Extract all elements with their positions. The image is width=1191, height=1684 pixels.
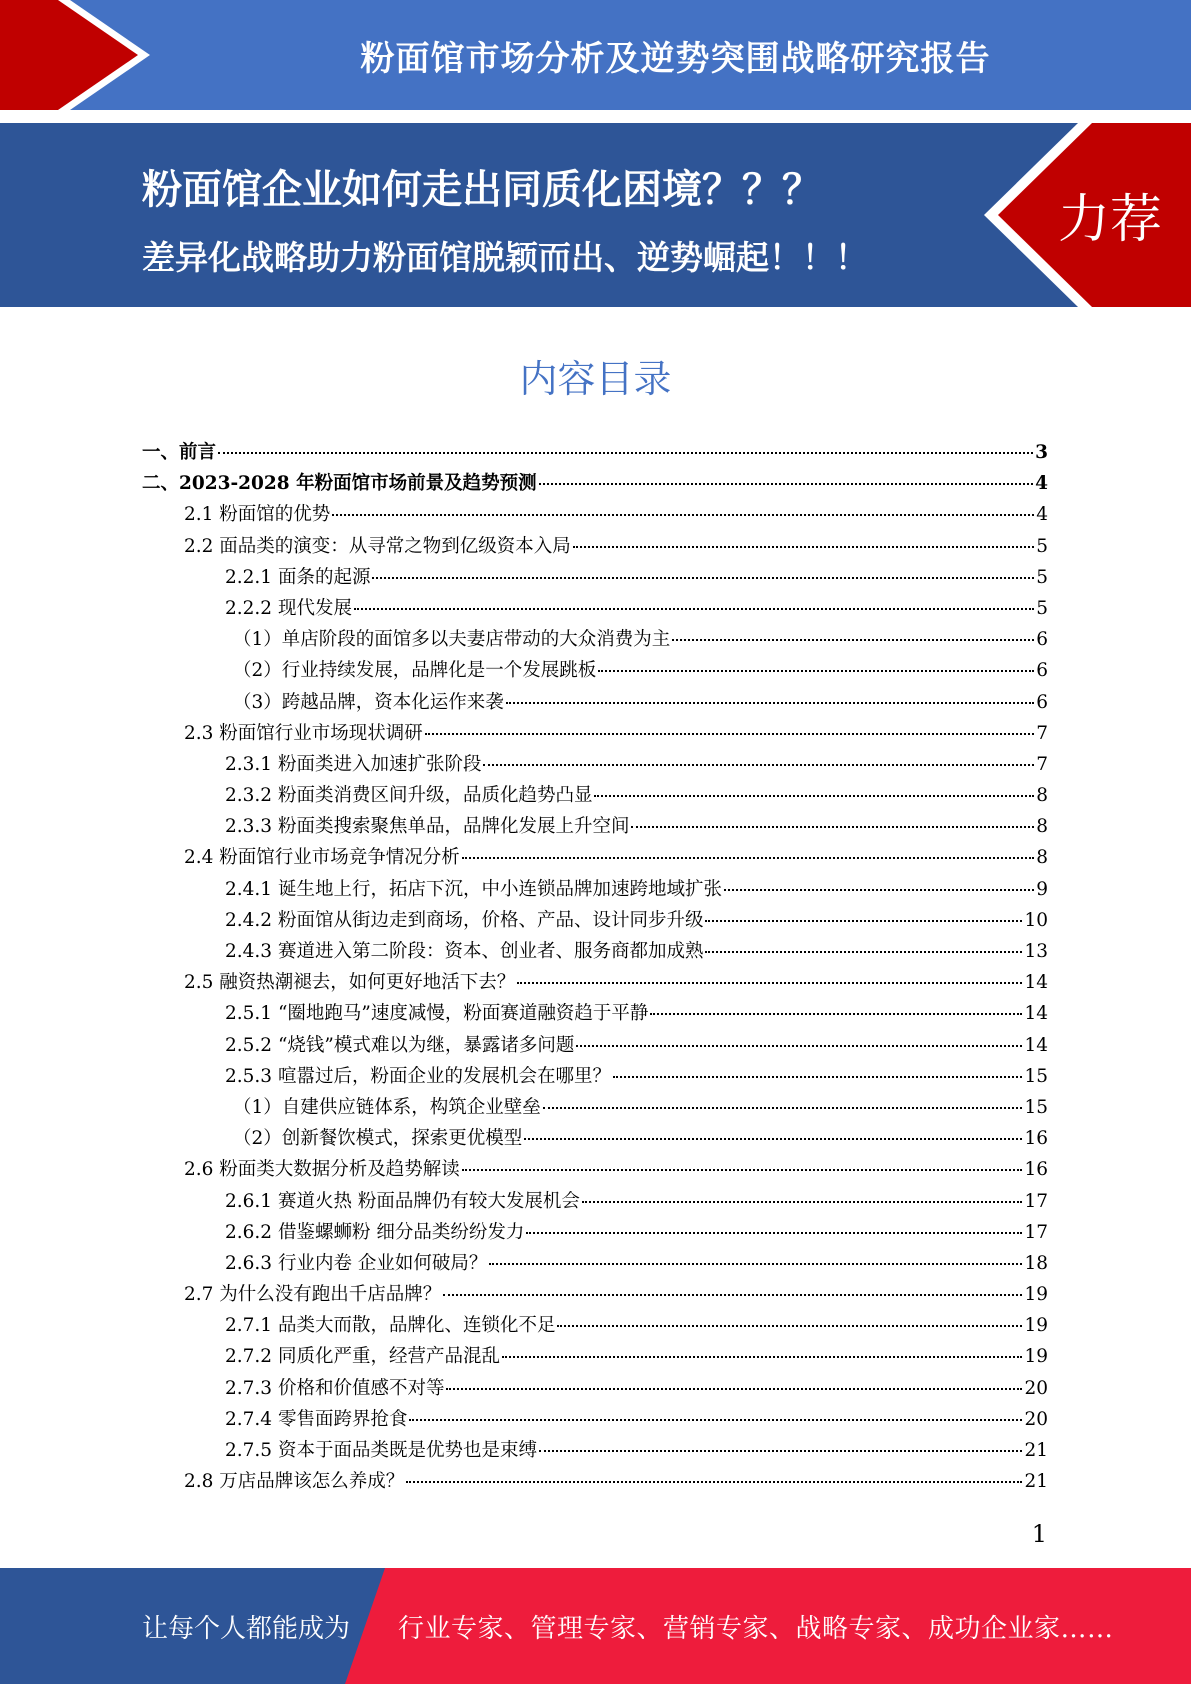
toc-entry[interactable] (142, 1436, 1048, 1467)
toc-leader-dots (483, 764, 1034, 766)
toc-leader-dots (524, 1138, 1022, 1140)
toc-leader-dots (332, 514, 1034, 516)
toc-entry-page: 5 (1036, 535, 1048, 557)
toc-leader-dots (650, 1013, 1022, 1015)
toc-entry-label: 2.6 粉面类大数据分析及趋势解读 (184, 1159, 460, 1181)
recommend-badge: 力荐 (1058, 190, 1163, 250)
toc-leader-dots (631, 826, 1034, 828)
toc-entry[interactable] (142, 1031, 1048, 1062)
toc-entry-label: 2.4.3 赛道进入第二阶段：资本、创业者、服务商都加成熟 (225, 941, 704, 962)
toc-entry-label: 2.6.3 行业内卷 企业如何破局？ (225, 1252, 488, 1274)
toc-entry[interactable] (142, 1342, 1048, 1373)
toc-entry[interactable] (142, 719, 1048, 750)
toc-entry-page: 18 (1024, 1252, 1048, 1274)
toc-entry-page: 5 (1036, 566, 1048, 588)
toc-leader-dots (672, 639, 1034, 641)
toc-entry-label: 2.7.1 品类大而散，品牌化、连锁化不足 (225, 1315, 556, 1337)
toc-entry-page: 15 (1024, 1096, 1048, 1118)
toc-leader-dots (705, 920, 1022, 922)
toc-leader-dots (489, 1263, 1022, 1265)
toc-leader-dots (425, 733, 1034, 735)
toc-entry-label: 2.4 粉面馆行业市场竞争情况分析 (184, 847, 460, 869)
toc-leader-dots (557, 1325, 1022, 1327)
headline-question: 粉面馆企业如何走出同质化困境？？？ (142, 167, 822, 213)
toc-leader-dots (573, 546, 1034, 548)
footer-banner (0, 1568, 1191, 1684)
toc-entry-label: 2.8 万店品牌该怎么养成？ (184, 1471, 405, 1493)
toc-leader-dots (517, 982, 1022, 984)
toc-entry[interactable] (142, 1155, 1048, 1186)
toc-entry-label: （3）跨越品牌，资本化运作来袭 (233, 691, 504, 713)
toc-leader-dots (409, 1419, 1022, 1421)
toc-entry-label: 2.3.3 粉面类搜索聚焦单品，品牌化发展上升空间 (225, 816, 630, 838)
toc-entry[interactable] (142, 1124, 1048, 1155)
toc-entry-page: 21 (1024, 1440, 1048, 1461)
toc-entry-label: 2.7.3 价格和价值感不对等 (225, 1377, 445, 1399)
toc-entry-page: 14 (1024, 972, 1048, 994)
toc-leader-dots (446, 1388, 1022, 1390)
toc-entry-page: 15 (1024, 1065, 1048, 1087)
toc-leader-dots (598, 670, 1034, 672)
toc-entry-label: 2.2 面品类的演变：从寻常之物到亿级资本入局 (184, 535, 571, 557)
toc-entry-page: 8 (1036, 847, 1048, 869)
toc-title: 内容目录 (519, 357, 672, 401)
toc-entry-page: 7 (1036, 722, 1048, 744)
toc-leader-dots (372, 577, 1034, 579)
table-of-contents (142, 438, 1048, 1498)
toc-entry-page: 6 (1036, 660, 1048, 682)
toc-leader-dots (539, 483, 1034, 485)
toc-entry-label: 2.3 粉面馆行业市场现状调研 (184, 722, 423, 744)
toc-entry[interactable] (142, 532, 1048, 563)
toc-entry-page: 14 (1024, 1034, 1048, 1056)
toc-entry[interactable] (142, 1280, 1048, 1311)
toc-entry-page: 4 (1035, 473, 1048, 495)
toc-entry[interactable] (142, 1218, 1048, 1249)
toc-entry-page: 16 (1024, 1159, 1048, 1181)
headline-banner (0, 123, 1191, 307)
toc-leader-dots (543, 1107, 1023, 1109)
toc-entry-page: 7 (1036, 753, 1048, 775)
toc-entry[interactable] (142, 750, 1048, 781)
toc-leader-dots (406, 1481, 1022, 1483)
toc-entry-page: 4 (1036, 504, 1048, 526)
toc-entry-label: 2.1 粉面馆的优势 (184, 504, 331, 526)
toc-entry-label: 2.2.2 现代发展 (225, 597, 352, 619)
toc-entry[interactable] (142, 1062, 1048, 1093)
toc-leader-dots (462, 1169, 1023, 1171)
footer-slogan-left: 让每个人都能成为 (142, 1613, 351, 1644)
page-number: 1 (1031, 1520, 1047, 1548)
toc-entry-label: 一、前言 (142, 442, 217, 463)
toc-entry-page: 16 (1024, 1128, 1048, 1150)
toc-entry-label: （2）创新餐饮模式，探索更优模型 (233, 1128, 523, 1150)
toc-entry[interactable] (142, 937, 1048, 968)
toc-entry-label: 2.4.1 诞生地上行，拓店下沉，中小连锁品牌加速跨地域扩张 (225, 878, 722, 900)
toc-entry-label: 2.7.2 同质化严重，经营产品混乱 (225, 1346, 500, 1368)
toc-entry[interactable] (142, 843, 1048, 874)
toc-entry-label: 2.3.2 粉面类消费区间升级，品质化趋势凸显 (225, 785, 593, 807)
toc-entry-label: （1）自建供应链体系，构筑企业壁垒 (233, 1096, 541, 1118)
toc-entry[interactable] (142, 625, 1048, 656)
toc-entry-page: 8 (1036, 816, 1048, 838)
toc-entry-page: 6 (1036, 629, 1048, 651)
toc-entry[interactable] (142, 1374, 1048, 1405)
toc-leader-dots (582, 1201, 1023, 1203)
toc-entry-page: 10 (1024, 909, 1048, 931)
toc-entry[interactable] (142, 781, 1048, 812)
toc-entry-label: （2）行业持续发展，品牌化是一个发展跳板 (233, 660, 597, 682)
top-banner (0, 0, 1191, 110)
toc-entry-label: （1）单店阶段的面馆多以夫妻店带动的大众消费为主 (233, 629, 671, 651)
toc-entry-page: 6 (1036, 691, 1048, 713)
toc-entry[interactable] (142, 1249, 1048, 1280)
toc-entry-page: 20 (1024, 1377, 1048, 1399)
toc-entry[interactable] (142, 1093, 1048, 1124)
toc-leader-dots (576, 1045, 1022, 1047)
toc-leader-dots (506, 702, 1034, 704)
toc-entry-label: 2.6.2 借鉴螺蛳粉 细分品类纷纷发力 (225, 1221, 525, 1243)
toc-entry-page: 19 (1024, 1346, 1048, 1368)
toc-entry[interactable] (142, 438, 1048, 469)
toc-entry[interactable] (142, 968, 1048, 999)
toc-entry[interactable] (142, 1311, 1048, 1342)
toc-entry[interactable] (142, 999, 1048, 1030)
toc-leader-dots (443, 1294, 1022, 1296)
toc-entry-label: 2.5 融资热潮褪去，如何更好地活下去？ (184, 972, 516, 994)
toc-entry-label: 2.2.1 面条的起源 (225, 566, 371, 588)
toc-entry-page: 14 (1024, 1003, 1048, 1025)
toc-entry-label: 2.7 为什么没有跑出千店品牌？ (184, 1284, 442, 1306)
toc-entry[interactable] (142, 656, 1048, 687)
headline-shapes (0, 123, 1191, 307)
toc-leader-dots (705, 951, 1022, 953)
toc-entry-page: 21 (1024, 1471, 1048, 1493)
toc-entry-label: 2.4.2 粉面馆从街边走到商场，价格、产品、设计同步升级 (225, 909, 704, 931)
headline-answer: 差异化战略助力粉面馆脱颖而出、逆势崛起！！！ (142, 238, 868, 277)
toc-entry-page: 19 (1024, 1284, 1048, 1306)
toc-leader-dots (218, 452, 1033, 454)
toc-leader-dots (594, 795, 1034, 797)
toc-entry-label: 2.5.2 “烧钱”模式难以为继，暴露诸多问题 (225, 1034, 575, 1056)
toc-leader-dots (502, 1356, 1022, 1358)
toc-entry-page: 13 (1024, 941, 1048, 962)
toc-entry-page: 5 (1036, 597, 1048, 619)
toc-entry-page: 9 (1036, 878, 1048, 900)
toc-entry-page: 17 (1024, 1190, 1048, 1212)
toc-entry-page: 20 (1024, 1408, 1048, 1430)
toc-entry[interactable] (142, 812, 1048, 843)
toc-entry-label: 2.5.1 “圈地跑马”速度减慢，粉面赛道融资趋于平静 (225, 1003, 649, 1025)
toc-leader-dots (724, 889, 1034, 891)
toc-entry[interactable] (142, 1467, 1048, 1498)
toc-entry[interactable] (142, 469, 1048, 500)
toc-entry-label: 2.7.5 资本于面品类既是优势也是束缚 (225, 1440, 537, 1461)
toc-entry[interactable] (142, 1405, 1048, 1436)
toc-entry-label: 2.3.1 粉面类进入加速扩张阶段 (225, 753, 482, 775)
footer-slogan-right: 行业专家、管理专家、营销专家、战略专家、成功企业家…… (398, 1613, 1114, 1644)
toc-entry-page: 3 (1035, 442, 1048, 463)
toc-leader-dots (613, 1076, 1022, 1078)
toc-entry-label: 2.6.1 赛道火热 粉面品牌仍有较大发展机会 (225, 1190, 580, 1212)
toc-entry[interactable] (142, 563, 1048, 594)
toc-entry-label: 二、2023-2028 年粉面馆市场前景及趋势预测 (142, 473, 537, 495)
toc-entry-label: 2.5.3 喧嚣过后，粉面企业的发展机会在哪里？ (225, 1065, 611, 1087)
toc-leader-dots (462, 857, 1034, 859)
toc-entry-page: 17 (1024, 1221, 1048, 1243)
toc-entry[interactable] (142, 500, 1048, 531)
toc-entry-page: 19 (1024, 1315, 1048, 1337)
report-title: 粉面馆市场分析及逆势突围战略研究报告 (360, 38, 991, 79)
toc-entry[interactable] (142, 906, 1048, 937)
toc-entry[interactable] (142, 594, 1048, 625)
toc-entry-label: 2.7.4 零售面跨界抢食 (225, 1408, 408, 1430)
toc-entry-page: 8 (1036, 785, 1048, 807)
toc-entry[interactable] (142, 688, 1048, 719)
toc-leader-dots (539, 1450, 1022, 1452)
toc-entry[interactable] (142, 1187, 1048, 1218)
toc-leader-dots (526, 1232, 1022, 1234)
toc-entry[interactable] (142, 875, 1048, 906)
toc-leader-dots (354, 608, 1034, 610)
